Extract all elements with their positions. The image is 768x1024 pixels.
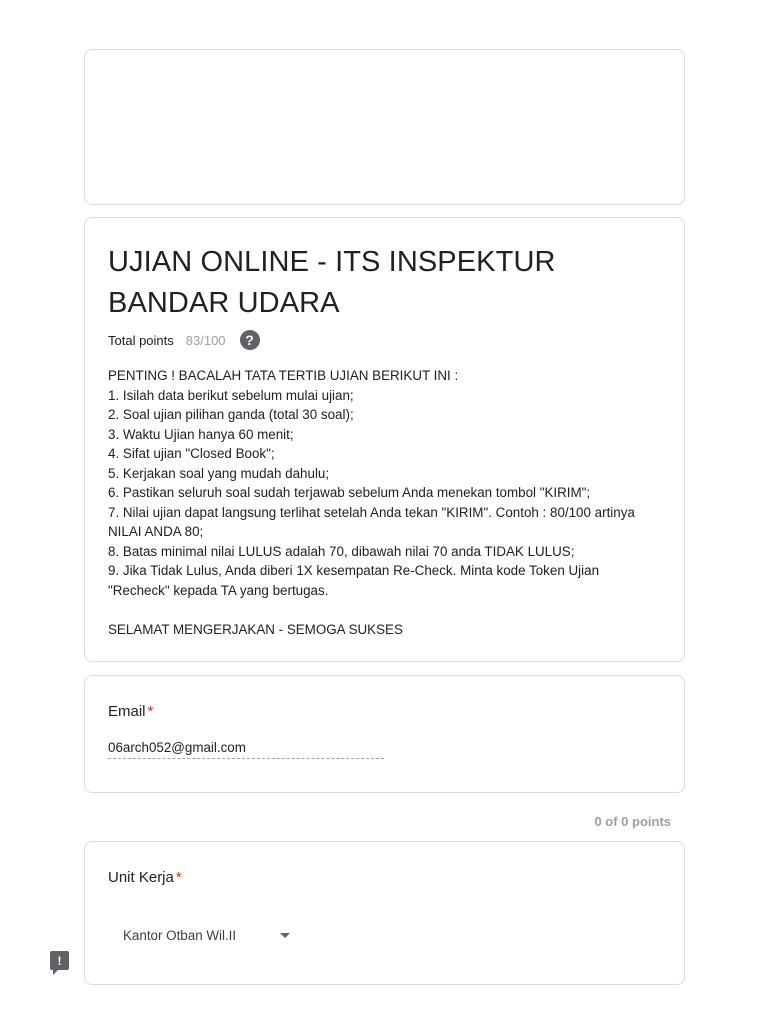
dropdown-selected-value: Kantor Otban Wil.II (123, 928, 237, 943)
instruction-line: 7. Nilai ujian dapat langsung terlihat setelah Anda tekan "KIRIM". Contoh : 80/100 artinya (108, 504, 635, 520)
email-answer: 06arch052@gmail.com (108, 740, 384, 759)
total-points-value: 83/100 (185, 332, 226, 348)
email-label: Email (108, 703, 146, 720)
unit-kerja-dropdown[interactable] (123, 928, 660, 943)
unit-kerja-label: Unit Kerja (108, 869, 174, 886)
instruction-line: PENTING ! BACALAH TATA TERTIB UJIAN BERIKUT INI : (108, 368, 459, 383)
total-points-row (108, 330, 660, 350)
instruction-line: "Recheck" kepada TA yang bertugas. (108, 582, 329, 598)
instruction-line: 6. Pastikan seluruh soal sudah terjawab sebelum Anda menekan tombol "KIRIM"; (108, 485, 591, 500)
help-circle-icon[interactable]: ? (240, 330, 260, 350)
question-points: 0 of 0 points (594, 814, 671, 829)
total-points-label: Total points (108, 332, 174, 348)
form-title (108, 242, 660, 324)
form-title-line-2: BANDAR UDARA (108, 287, 340, 319)
form-title-card (84, 217, 685, 662)
instruction-line: NILAI ANDA 80; (108, 524, 204, 539)
instruction-line: 9. Jika Tidak Lulus, Anda diberi 1X kesempatan Re-Check. Minta kode Token Ujian (108, 563, 600, 578)
instruction-line: 1. Isilah data berikut sebelum mulai ujian; (108, 387, 354, 403)
report-problem-icon[interactable]: ! (50, 951, 69, 970)
instruction-line: 8. Batas minimal nilai LULUS adalah 70, dibawah nilai 70 anda TIDAK LULUS; (108, 543, 575, 559)
form-title-line-1: UJIAN ONLINE - ITS INSPEKTUR (108, 246, 556, 278)
instruction-line: 3. Waktu Ujian hanya 60 menit; (108, 426, 294, 442)
required-asterisk: * (147, 703, 154, 720)
email-question-title (108, 702, 660, 722)
required-asterisk: * (175, 869, 182, 886)
header-image-card (84, 49, 685, 205)
instruction-line: 5. Kerjakan soal yang mudah dahulu; (108, 465, 330, 481)
instruction-line: 2. Soal ujian pilihan ganda (total 30 soal); (108, 407, 354, 422)
email-question-card (84, 675, 685, 793)
form-description (108, 366, 660, 639)
dropdown-arrow-icon (280, 933, 290, 938)
unit-kerja-question-card (84, 841, 685, 985)
instruction-line: 4. Sifat ujian "Closed Book"; (108, 446, 275, 461)
instruction-blank-line (108, 600, 660, 620)
unit-kerja-question-title (108, 868, 660, 888)
instruction-line: SELAMAT MENGERJAKAN - SEMOGA SUKSES (108, 621, 403, 637)
